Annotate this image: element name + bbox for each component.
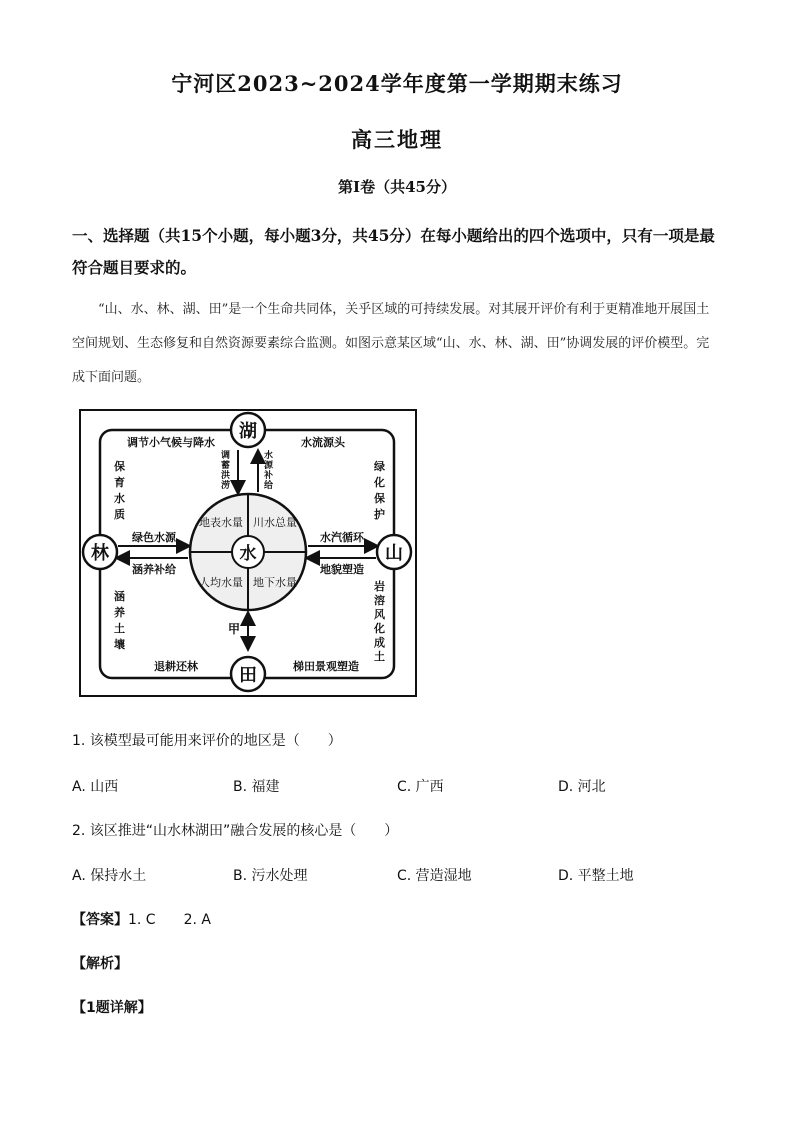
evaluation-model-diagram (78, 408, 418, 698)
label-jia: 甲 (227, 622, 241, 636)
label-water-quality: 保育水质 (114, 460, 125, 521)
q1-option-c[interactable]: C. 广西 (397, 779, 444, 795)
quadrant-per-capita-water: 人均水量 (199, 576, 243, 589)
mountain-node-label: 山 (385, 543, 403, 564)
q1-option-a[interactable]: A. 山西 (72, 779, 119, 795)
label-soil-conservation: 涵养土壤 (114, 590, 125, 651)
q1-option-d[interactable]: D. 河北 (558, 779, 606, 795)
answer-label: 【答案】 (72, 912, 128, 928)
subject-title: 高三地理 (351, 127, 443, 152)
question-2-stem: 2. 该区推进“山水林湖田”融合发展的核心是（ ） (72, 823, 399, 839)
section-heading: 一、选择题（共15个小题，每小题3分，共45分）在每小题给出的四个选项中，只有一项是最符合题目要求的。 (72, 226, 715, 277)
part-heading: 第Ⅰ卷（共45分） (338, 178, 456, 196)
quadrant-surface-water: 地表水量 (199, 516, 243, 529)
page-title: 宁河区2023~2024学年度第一学期期末练习 (171, 71, 623, 96)
quadrant-ground-water: 地下水量 (253, 576, 297, 589)
label-conservation-supply: 涵养补给 (132, 563, 176, 576)
analysis-label: 【解析】 (72, 956, 128, 972)
label-return-farmland: 退耕还林 (154, 660, 198, 673)
question-passage: “山、水、林、湖、田”是一个生命共同体，关乎区域的可持续发展。对其展开评价有利于更精准地开展国土空间规划、生态修复和自然资源要素综合监测。如图示意某区域“山、水、林、湖、田”协调发展的评价模型。完成下面问题。 (72, 302, 710, 385)
label-landform-shaping: 地貌塑造 (320, 563, 364, 576)
q2-option-d[interactable]: D. 平整土地 (558, 868, 634, 884)
label-karst-soil: 岩溶风化成土 (374, 580, 385, 663)
label-green-water: 绿色水源 (132, 531, 176, 544)
label-climate-regulation: 调节小气候与降水 (127, 436, 215, 449)
answer-text: 1. C 2. A (128, 912, 211, 928)
answer-line (72, 909, 211, 929)
label-flood-storage: 调蓄洪涝 (221, 451, 231, 491)
label-terrace-landscape: 梯田景观塑造 (293, 660, 359, 673)
forest-node-label: 林 (91, 543, 109, 564)
lake-node-label: 湖 (239, 421, 257, 442)
label-greening-protection: 绿化保护 (374, 460, 385, 521)
detail-label: 【1题详解】 (72, 1000, 152, 1016)
label-vapor-cycle: 水汽循环 (320, 531, 364, 544)
q2-option-a[interactable]: A. 保持水土 (72, 868, 147, 884)
label-water-supply: 水源补给 (264, 451, 274, 491)
label-water-source: 水流源头 (301, 436, 345, 449)
question-1-stem: 1. 该模型最可能用来评价的地区是（ ） (72, 733, 342, 749)
diagram-svg (78, 408, 418, 698)
q1-option-b[interactable]: B. 福建 (233, 779, 280, 795)
q2-option-b[interactable]: B. 污水处理 (233, 868, 308, 884)
quadrant-total-water: 川水总量 (253, 516, 297, 529)
water-node-label: 水 (239, 544, 257, 564)
q2-option-c[interactable]: C. 营造湿地 (397, 868, 472, 884)
field-node-label: 田 (239, 665, 257, 686)
